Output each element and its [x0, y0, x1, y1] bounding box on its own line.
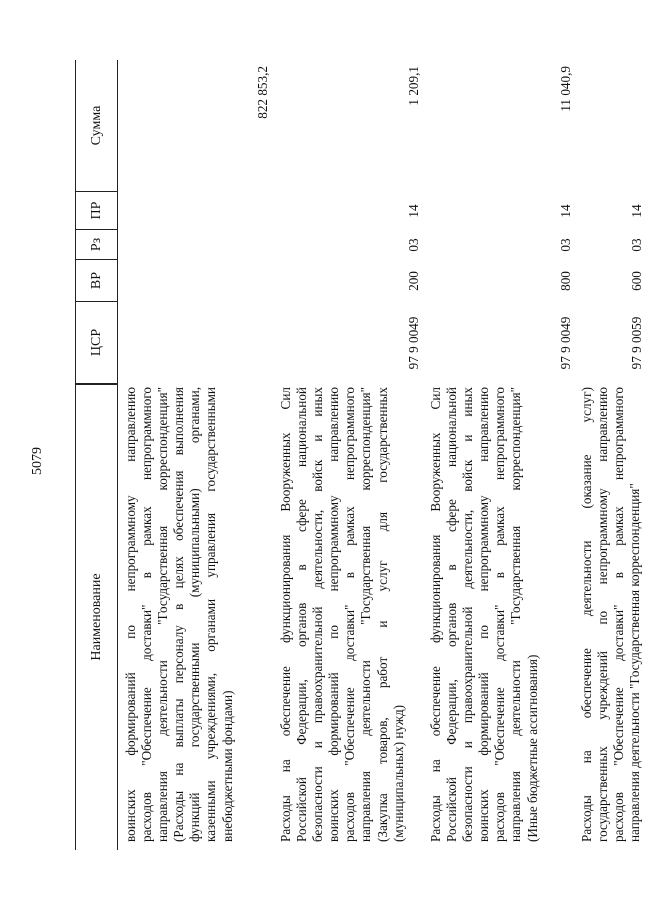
row-sum: 1 209,1	[405, 66, 421, 106]
row-vr: 600	[628, 271, 644, 291]
row-name	[276, 387, 424, 842]
row-csr: 97 9 0059	[628, 316, 644, 370]
row-name-line: (Закупка товаров, работ и услуг для государственных	[374, 387, 390, 842]
row-csr	[121, 302, 273, 384]
row-name-line: направления деятельности "Государственная корреспонденция"	[155, 387, 171, 842]
row-rz: 03	[405, 238, 421, 252]
header-csr: ЦСР	[76, 302, 117, 384]
row-vr	[121, 260, 273, 302]
budget-table	[75, 60, 644, 850]
row-rz: 03	[557, 238, 573, 252]
table-grid	[75, 60, 644, 850]
page-number: 5079	[30, 447, 45, 475]
table-row	[577, 60, 647, 850]
row-name	[577, 387, 647, 842]
header-pr: ПР	[76, 192, 117, 230]
table-row	[426, 60, 576, 850]
row-pr: 14	[628, 204, 644, 218]
row-name-line: государственных учреждений по непрограммному направлению	[595, 387, 611, 842]
row-name-line: Российской Федерации, органов в сфере национальной	[294, 387, 310, 842]
row-name-line: Расходы на обеспечение функционирования Вооруженных Сил	[278, 387, 293, 842]
row-rz: 03	[628, 238, 644, 252]
row-name-line: казенными учреждениями, органами управления государственными	[203, 387, 219, 842]
header-rz: Рз	[76, 230, 117, 260]
row-name-line: безопасности и правоохранительной деятельности, войск и иных	[310, 387, 326, 842]
row-csr: 97 9 0049	[405, 316, 421, 370]
row-name-line: (муниципальных) нужд)	[390, 704, 406, 842]
row-sum: 822 853,2	[254, 66, 270, 119]
row-name	[121, 387, 273, 842]
row-pr	[121, 192, 273, 230]
row-vr: 800	[557, 271, 573, 291]
row-csr: 97 9 0049	[557, 316, 573, 370]
header-sum: Сумма	[76, 60, 117, 192]
row-name-line: функций государственными (муниципальными) органами,	[187, 387, 203, 842]
row-rz	[121, 230, 273, 260]
row-name-line: расходов "Обеспечение доставки" в рамках непрограммного	[342, 387, 358, 842]
row-name-line: (Расходы на выплаты персоналу в целях обеспечения выполнения	[171, 387, 187, 842]
row-name-line: Расходы на обеспечение функционирования Вооруженных Сил	[428, 387, 443, 842]
row-pr: 14	[405, 204, 421, 218]
table-header	[75, 60, 118, 850]
row-name-line: расходов "Обеспечение доставки" в рамках непрограммного	[611, 387, 627, 842]
row-name-line: воинских формирований по непрограммному направлению	[326, 387, 342, 842]
row-name	[426, 387, 576, 842]
row-vr: 200	[405, 271, 421, 291]
row-name-line: Расходы на обеспечение деятельности (оказание услуг)	[579, 387, 594, 842]
row-name-line: расходов "Обеспечение доставки" в рамках непрограммного	[139, 387, 155, 842]
header-name: Наименование	[88, 573, 104, 661]
row-name-line: расходов "Обеспечение доставки" в рамках непрограммного	[492, 387, 508, 842]
table-row	[276, 60, 424, 850]
row-name-line: направления деятельности "Государственная корреспонденция"	[508, 387, 524, 842]
header-vr: ВР	[76, 260, 117, 302]
row-sum: 11 040,9	[557, 66, 573, 112]
header-divider	[75, 384, 118, 385]
row-name-line: воинских формирований по непрограммному направлению	[476, 387, 492, 842]
row-name-line: внебюджетными фондами)	[219, 690, 235, 842]
row-name-line: (Иные бюджетные ассигнования)	[524, 654, 540, 842]
row-name-line: безопасности и правоохранительной деятельности, войск и иных	[460, 387, 476, 842]
table-row	[121, 60, 273, 850]
row-name-line: направления деятельности "Государственная корреспонденция"	[358, 387, 374, 842]
row-name-line: направления деятельности "Государственная корреспонденция"	[627, 483, 643, 842]
row-name-line: воинских формирований по непрограммному направлению	[123, 387, 138, 842]
row-pr: 14	[557, 204, 573, 218]
row-name-line: Российской Федерации, органов в сфере национальной	[444, 387, 460, 842]
row-sum	[577, 62, 647, 192]
